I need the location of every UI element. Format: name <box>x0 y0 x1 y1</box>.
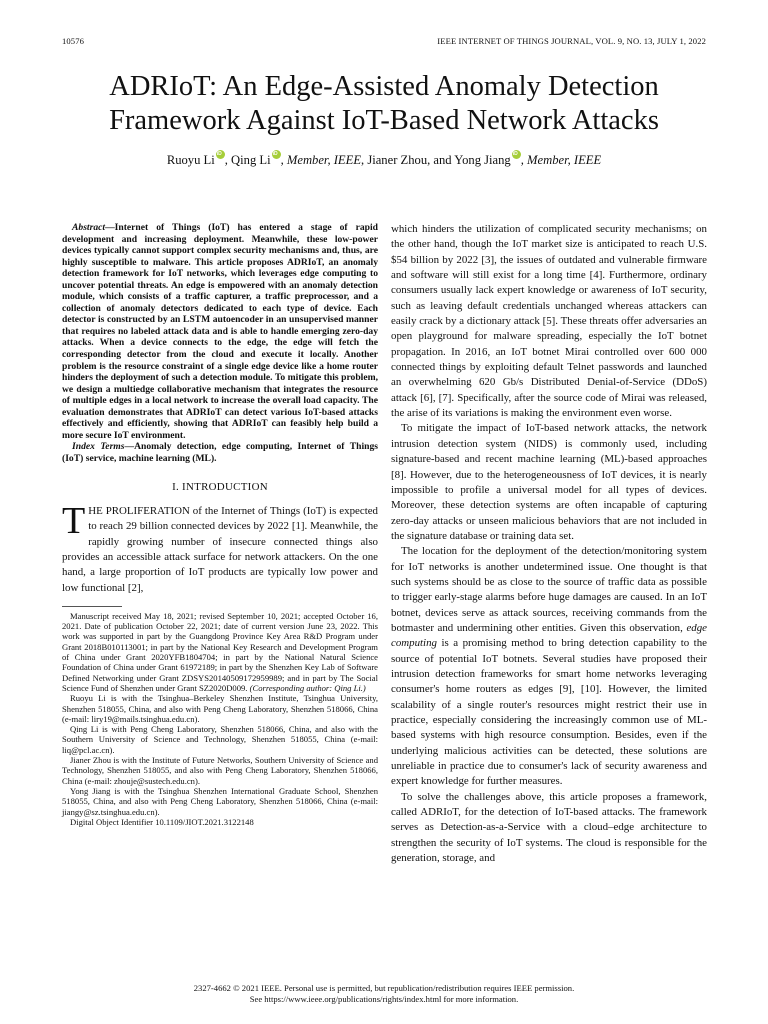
footnote-rule <box>62 606 122 607</box>
footnote-affiliation: Qing Li is with Peng Cheng Laboratory, Shenzhen 518066, China, and also with the Southern University of Science and Technology, Shenzhen 518055, China (e-mail: liq@pcl.ac.cn). <box>62 724 378 755</box>
footnote-affiliation: Ruoyu Li is with the Tsinghua–Berkeley Shenzhen Institute, Tsinghua University, Shenzhen 518055, China, and also with Peng Cheng Laboratory, Shenzhen 518066, China (e-mail: liry19@mails.tsinghua.edu.cn). <box>62 693 378 724</box>
copyright-line-2: See https://www.ieee.org/publications/rights/index.html for more information. <box>249 994 519 1004</box>
index-terms-text: —Anomaly detection, edge computing, Internet of Things (IoT) service, machine learning (ML). <box>62 441 378 464</box>
corresponding-author: (Corresponding author: Qing Li.) <box>249 682 366 693</box>
footnote-manuscript: Manuscript received May 18, 2021; revised September 10, 2021; accepted October 16, 2021. Date of publication October 22, 2021; date of current version June 23, 2022. This work was supported in part by the Guangdong Province Key Area R&D Program under Grant 2018B010113001; in part by the National Key Research and Development Program of China under Grant 2020YFB1804704; in part by the National Natural Science Foundation of China under Grant 61972189; in part by the Shenzhen Key Lab of Software Defined Networking under Grant ZDSYS20140509172959989; and in part by The Social Science Fund of Shenzhen under Grant SZ2020D009. (Corresponding author: Qing Li.) <box>62 610 378 693</box>
drop-cap: T <box>62 499 86 542</box>
author-2-membership: , Member, IEEE <box>280 153 362 167</box>
body-paragraph: The location for the deployment of the detection/monitoring system for IoT networks is another undetermined issue. One thought is that such systems should be as close to the source of traffic data as possible to trigger early-stage alarms before huge damages are caused. In an IoT botnet, devices serve as attack sources, receiving commands from the botmaster and undermining other entities. Given this observation, edge computing is a promising method to bring detection capability to the source of potential IoT botnets. Several studies have proposed their intrusion detection frameworks for smart home networks leveraging consumer's home routers as edges [9], [10]. However, the limited scalability of a single router's resources might restrict their use in practice, especially considering the increasingly common use of ML-based systems with high resource consumption. Besides, even if the underlying malicious activities can be detected, these solutions are unreliable in practice due to consumer's lack of security awareness and expert knowledge for further measures. <box>391 545 707 788</box>
title-line-1: ADRIoT: An Edge-Assisted Anomaly Detection <box>109 71 659 102</box>
journal-header: IEEE INTERNET OF THINGS JOURNAL, VOL. 9, NO. 13, JULY 1, 2022 <box>437 36 706 46</box>
author-2: Qing Li <box>231 153 271 167</box>
footnote-doi: Digital Object Identifier 10.1109/JIOT.2021.3122148 <box>70 816 254 827</box>
body-paragraph: To solve the challenges above, this article proposes a framework, called ADRIoT, for the detection of IoT-based attacks. The framework serves as Detection-as-a-Service with a cloud–edge architecture to strengthen the security of IoT systems. The cloud is responsible for the generation, storage, and <box>391 790 707 865</box>
intro-text: of the Internet of Things (IoT) is expected to reach 29 billion connected devices by 2022 [1]. Meanwhile, the rapidly growing number of insecure connected things also provides an accessible attack surface for network attackers. On the one hand, a large proportion of IoT products are typically low power and low functional [2], <box>62 504 378 594</box>
left-column <box>62 222 378 827</box>
copyright-line-1: 2327-4662 © 2021 IEEE. Personal use is permitted, but republication/redistribution requires IEEE permission. <box>193 983 575 993</box>
orcid-icon[interactable] <box>216 150 225 159</box>
paper-title <box>40 70 728 138</box>
title-line-2: Framework Against IoT-Based Network Attacks <box>109 105 659 136</box>
running-header <box>62 36 706 48</box>
body-paragraph: which hinders the utilization of complicated security mechanisms; on the other hand, though the IoT market size is anticipated to reach U.S. $54 billion by 2022 [3], the issues of outdated and vulnerable firmware and software will still exist for a long time [4]. Furthermore, ordinary consumers usually lack expert knowledge or awareness of IoT security, such as leaving default credentials unchanged whereas attackers can easily crack by a dictionary attack [5]. These threats offer adversaries an open playground for malware spreading, especially the IoT botnet propagation. In 2016, an IoT botnet Mirai controlled over 600 000 connected things by exploiting default Telnet passwords and launched an overwhelming 620 Gb/s Distributed Denial-of-Service (DDoS) attack [6], [7]. Specifically, after the source code of Mirai was released, the arise of its variations is making the environment even worse. <box>391 223 707 420</box>
orcid-icon[interactable] <box>272 150 281 159</box>
emphasis-edge-computing: edge computing <box>391 621 707 650</box>
author-list: Ruoyu LiiD , Qing LiiD , Member, IEEE, Jianer Zhou, and Yong JiangiD , Member, IEEE <box>40 150 728 168</box>
authors-3-4: , Jianer Zhou, and Yong Jiang <box>361 153 511 167</box>
orcid-icon[interactable] <box>512 150 521 159</box>
index-terms <box>62 441 378 464</box>
intro-paragraph <box>62 499 378 596</box>
section-heading: I. INTRODUCTION <box>172 481 268 494</box>
abstract <box>62 222 378 441</box>
author-1: Ruoyu Li <box>166 153 215 167</box>
abstract-text: —Internet of Things (IoT) has entered a stage of rapid development and increasing deployment. Meanwhile, these low-power devices typically cannot support complex security mechanisms and, thus, are highly susceptible to malware. This article proposes ADRIoT, an anomaly detection framework for IoT networks, which leverages edge computing to uncover potential threats. An edge is empowered with an anomaly detection module, which consists of a traffic capturer, a traffic preprocessor, and a collection of anomaly detectors dedicated to each type of device. Each detector is constructed by an LSTM autoencoder in an unsupervised manner that requires no labeled attack data and is able to handle emerging zero-day attacks. When a device connects to the edge, the edge will fetch the corresponding detector from the cloud and execute it locally. Another problem is the resource constraint of a single edge device like a home router hinders the deployment of such a detection module. To mitigate this problem, we design a multiedge collaborative mechanism that integrates the resource of multiple edges in a local network to increase the overall load capacity. The evaluation demonstrates that ADRIoT can detect various IoT-based attacks effectively and efficiently, showing that ADRIoT can feasibly help build a more secure IoT environment. <box>62 222 378 441</box>
page-number: 10576 <box>62 36 84 46</box>
copyright-notice <box>40 983 728 1005</box>
body-paragraph: To mitigate the impact of IoT-based network attacks, the network intrusion detection system (NIDS) is commonly used, including signature-based and recent machine learning (ML)-based approaches [8]. However, due to the heterogeneousness of IoT devices, it is nearly impossible to profile a universal model for all types of devices. Moreover, these detection systems are often incapable of capturing zero-day attacks or unseen malicious behaviors that are not included in the signature database or training data set. <box>391 422 707 542</box>
right-column <box>391 222 707 866</box>
footnote-affiliation: Jianer Zhou is with the Institute of Future Networks, Southern University of Science and Technology, Shenzhen 518055, and also with Peng Cheng Laboratory, Shenzhen 518066, China (e-mail: zhouje@sustech.edu.cn). <box>62 755 378 786</box>
abstract-label: Abstract <box>72 222 106 233</box>
author-4-membership: , Member, IEEE <box>520 153 602 167</box>
footnote-affiliation: Yong Jiang is with the Tsinghua Shenzhen International Graduate School, Shenzhen 518055, China, and also with Peng Cheng Laboratory, Shenzhen 518066, China (e-mail: jiangy@sz.tsinghua.edu.cn). <box>62 785 378 817</box>
index-terms-label: Index Terms <box>72 441 125 453</box>
intro-lead: HE PROLIFERATION <box>88 504 190 517</box>
